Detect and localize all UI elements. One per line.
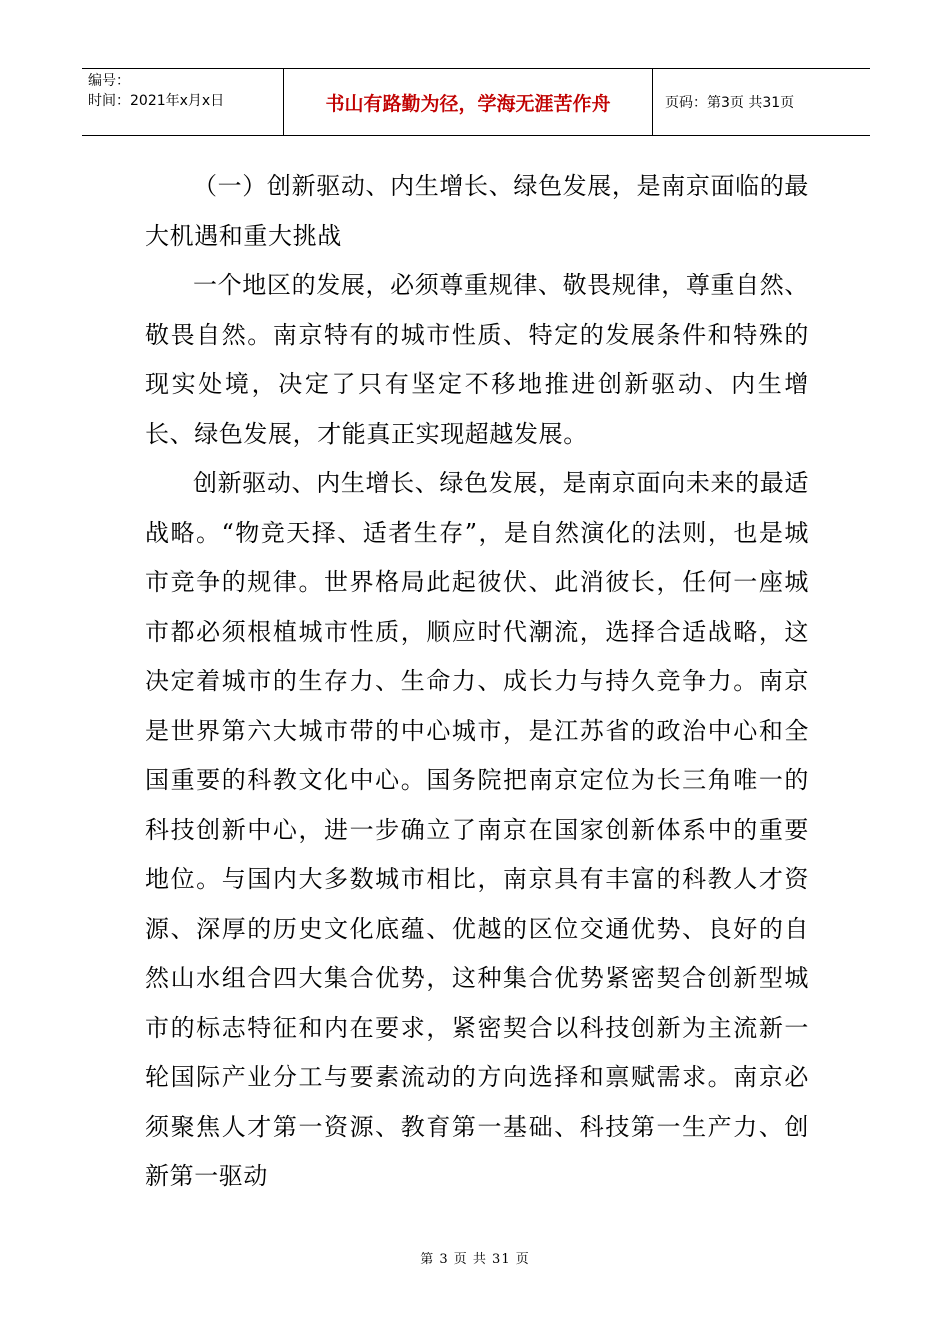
header-motto-cell (284, 69, 653, 135)
header-motto: 书山有路勤为径，学海无涯苦作舟 (325, 92, 611, 115)
document-header (82, 68, 870, 136)
header-page-info: 页码：第3页 共31页 (665, 95, 795, 111)
page-footer: 第 3 页 共 31 页 (420, 1252, 530, 1267)
document-body (145, 162, 809, 1202)
header-page-cell (653, 69, 870, 135)
body-paragraph: 创新驱动、内生增长、绿色发展，是南京面向未来的最适战略。“物竞天择、适者生存”，是自然演化的法则，也是城市竞争的规律。世界格局此起彼伏、此消彼长，任何一座城市都必须根植城市性质，顺应时代潮流，选择合适战略，这决定着城市的生存力、生命力、成长力与持久竞争力。南京是世界第六大城市带的中心城市，是江苏省的政治中心和全国重要的科教文化中心。国务院把南京定位为长三角唯一的科技创新中心，进一步确立了南京在国家创新体系中的重要地位。与国内大多数城市相比，南京具有丰富的科教人才资源、深厚的历史文化底蕴、优越的区位交通优势、良好的自然山水组合四大集合优势，这种集合优势紧密契合创新型城市的标志特征和内在要求，紧密契合以科技创新为主流新一轮国际产业分工与要素流动的方向选择和禀赋需求。南京必须聚焦人才第一资源、教育第一基础、科技第一生产力、创新第一驱动 (145, 469, 809, 1190)
section-heading: （一）创新驱动、内生增长、绿色发展，是南京面临的最大机遇和重大挑战 (145, 172, 809, 250)
header-number-label: 编号： (88, 73, 130, 89)
body-paragraph: 一个地区的发展，必须尊重规律、敬畏规律，尊重自然、敬畏自然。南京特有的城市性质、特定的发展条件和特殊的现实处境，决定了只有坚定不移地推进创新驱动、内生增长、绿色发展，才能真正实现超越发展。 (145, 271, 809, 448)
header-time-label: 时间：2021年x月x日 (88, 93, 225, 109)
header-meta (82, 69, 284, 135)
